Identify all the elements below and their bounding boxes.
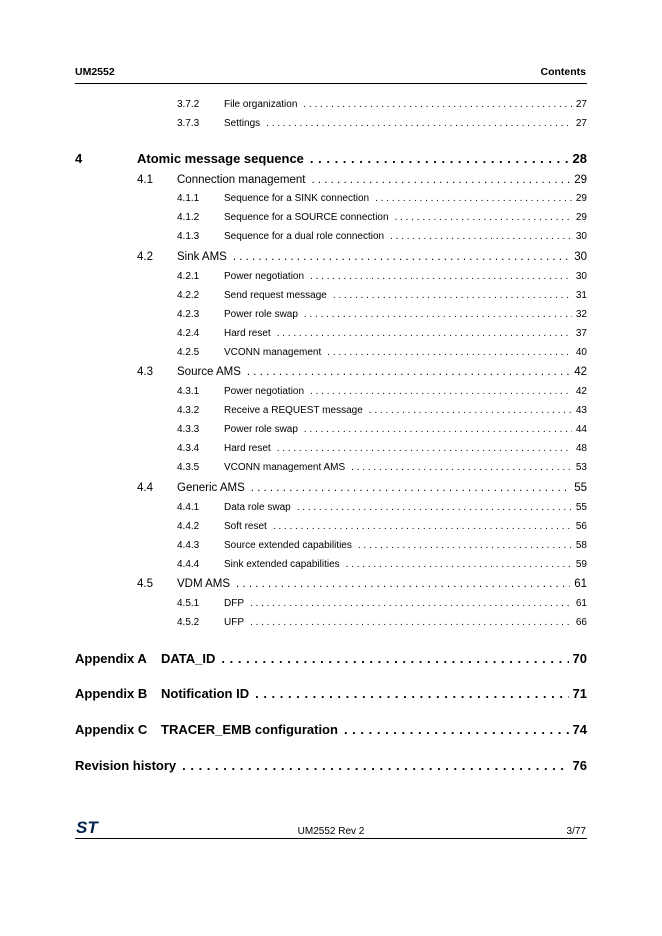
toc-appendix[interactable]	[0, 686, 587, 704]
toc-entry-page: 76	[572, 758, 587, 773]
toc-entry-number: 3.7.2	[177, 99, 200, 110]
toc-leader-dots	[303, 99, 572, 110]
toc-leader-dots	[233, 251, 570, 263]
toc-entry[interactable]	[0, 347, 587, 363]
toc-entry-number: 4.2.1	[177, 271, 200, 282]
toc-leader-dots	[255, 686, 568, 701]
toc-leader-dots	[310, 271, 572, 282]
toc-section[interactable]	[0, 482, 587, 498]
toc-entry[interactable]	[0, 231, 587, 247]
toc-entry-page: 31	[575, 290, 587, 301]
toc-entry-page: 55	[575, 502, 587, 513]
toc-appendix[interactable]	[0, 722, 587, 740]
toc-section[interactable]	[0, 251, 587, 267]
toc-leader-dots	[333, 290, 572, 301]
toc-entry-title: Data role swap	[224, 502, 291, 513]
toc-entry-title: Notification ID	[161, 686, 250, 701]
toc-entry-title: Connection management	[177, 174, 306, 186]
toc-entry-number: Appendix B	[75, 686, 148, 701]
toc-entry[interactable]	[0, 271, 587, 287]
toc-entry-number: 4.3.2	[177, 405, 200, 416]
toc-entry-page: 29	[574, 174, 587, 186]
toc-entry-number: 4.2.2	[177, 290, 200, 301]
toc-entry-number: 4.2.5	[177, 347, 200, 358]
toc-entry-number: 4.5	[137, 578, 153, 590]
toc-entry-page: 42	[574, 366, 587, 378]
toc-leader-dots	[351, 462, 572, 473]
toc-entry[interactable]	[0, 521, 587, 537]
toc-entry-title: Sink extended capabilities	[224, 559, 340, 570]
toc-entry[interactable]	[0, 290, 587, 306]
toc-section[interactable]	[0, 366, 587, 382]
toc-entry-number: 4.2.3	[177, 309, 200, 320]
toc-entry-title: Atomic message sequence	[137, 151, 304, 166]
toc-entry-title: Revision history	[75, 758, 177, 773]
toc-entry-title: Receive a REQUEST message	[224, 405, 363, 416]
toc-entry-title: Settings	[224, 118, 261, 129]
toc-entry[interactable]	[0, 462, 587, 478]
toc-entry[interactable]	[0, 405, 587, 421]
toc-appendix[interactable]	[0, 651, 587, 669]
toc-entry[interactable]	[0, 559, 587, 575]
toc-entry-number: 3.7.3	[177, 118, 200, 129]
toc-entry-page: 61	[575, 598, 587, 609]
toc-entry-title: Generic AMS	[177, 482, 245, 494]
toc-entry-page: 56	[575, 521, 587, 532]
footer-rule	[75, 838, 587, 839]
toc-leader-dots	[344, 722, 569, 737]
toc-entry-number: 4.3.4	[177, 443, 200, 454]
toc-entry-page: 58	[575, 540, 587, 551]
toc-entry-title: Soft reset	[224, 521, 267, 532]
toc-entry[interactable]	[0, 212, 587, 228]
toc-entry-number: 4.2	[137, 251, 153, 263]
toc-entry-page: 74	[572, 722, 587, 737]
toc-entry-number: 4.5.2	[177, 617, 200, 628]
toc-entry-title: DFP	[224, 598, 244, 609]
toc-leader-dots	[304, 424, 572, 435]
toc-leader-dots	[327, 347, 572, 358]
toc-revision-history[interactable]	[0, 758, 587, 776]
toc-entry-title: Power negotiation	[224, 271, 305, 282]
toc-entry-number: 4.4.1	[177, 502, 200, 513]
toc-entry-page: 27	[575, 99, 587, 110]
toc-entry-page: 29	[575, 212, 587, 223]
toc-entry-title: VCONN management	[224, 347, 322, 358]
toc-leader-dots	[221, 651, 568, 666]
header-doc-id: UM2552	[75, 66, 115, 78]
toc-entry-number: 4.1.2	[177, 212, 200, 223]
toc-entry-page: 66	[575, 617, 587, 628]
toc-entry-page: 59	[575, 559, 587, 570]
header-rule	[75, 83, 587, 84]
toc-leader-dots	[390, 231, 572, 242]
toc-leader-dots	[236, 578, 570, 590]
toc-entry-title: Hard reset	[224, 443, 271, 454]
toc-leader-dots	[251, 482, 570, 494]
toc-leader-dots	[273, 521, 572, 532]
toc-entry[interactable]	[0, 598, 587, 614]
toc-entry-number: 4.4.4	[177, 559, 200, 570]
toc-entry-page: 28	[572, 151, 587, 166]
toc-entry-page: 42	[575, 386, 587, 397]
toc-entry-number: 4	[75, 151, 83, 166]
toc-leader-dots	[247, 366, 570, 378]
toc-entry-page: 40	[575, 347, 587, 358]
toc-leader-dots	[346, 559, 572, 570]
toc-leader-dots	[358, 540, 572, 551]
header-section-title: Contents	[540, 66, 586, 78]
toc-entry-page: 48	[575, 443, 587, 454]
toc-entry-title: Sequence for a dual role connection	[224, 231, 385, 242]
toc-leader-dots	[277, 328, 572, 339]
toc-entry-page: 30	[575, 271, 587, 282]
toc-entry-page: 32	[575, 309, 587, 320]
toc-entry[interactable]	[0, 424, 587, 440]
toc-entry-page: 44	[575, 424, 587, 435]
toc-leader-dots	[304, 309, 572, 320]
toc-entry-page: 43	[575, 405, 587, 416]
toc-leader-dots	[375, 193, 572, 204]
toc-entry-title: VCONN management AMS	[224, 462, 346, 473]
toc-entry-page: 29	[575, 193, 587, 204]
toc-leader-dots	[310, 386, 572, 397]
toc-entry-number: 4.5.1	[177, 598, 200, 609]
toc-entry-title: Power role swap	[224, 309, 298, 320]
toc-entry-title: File organization	[224, 99, 298, 110]
toc-leader-dots	[312, 174, 571, 186]
toc-entry-number: 4.2.4	[177, 328, 200, 339]
toc-leader-dots	[395, 212, 572, 223]
toc-entry[interactable]	[0, 617, 587, 633]
st-logo-text: ST	[76, 818, 98, 836]
toc-entry-number: 4.4	[137, 482, 153, 494]
toc-entry-title: UFP	[224, 617, 244, 628]
toc-entry-page: 27	[575, 118, 587, 129]
toc-leader-dots	[297, 502, 572, 513]
toc-entry-title: Sequence for a SINK connection	[224, 193, 370, 204]
toc-entry[interactable]	[0, 118, 587, 134]
toc-section[interactable]	[0, 174, 587, 190]
toc-entry[interactable]	[0, 309, 587, 325]
toc-leader-dots	[250, 598, 572, 609]
toc-leader-dots	[250, 617, 572, 628]
toc-entry-title: TRACER_EMB configuration	[161, 722, 338, 737]
toc-section[interactable]	[0, 578, 587, 594]
toc-entry-title: VDM AMS	[177, 578, 231, 590]
toc-leader-dots	[310, 151, 569, 166]
toc-entry-title: Sequence for a SOURCE connection	[224, 212, 389, 223]
toc-entry[interactable]	[0, 99, 587, 115]
toc-entry-number: 4.3.1	[177, 386, 200, 397]
toc-entry-title: Power negotiation	[224, 386, 305, 397]
toc-entry-number: 4.3.5	[177, 462, 200, 473]
toc-leader-dots	[182, 758, 568, 773]
toc-entry-title: Send request message	[224, 290, 327, 301]
toc-entry-number: 4.1.3	[177, 231, 200, 242]
toc-entry-page: 30	[575, 231, 587, 242]
toc-entry-title: Hard reset	[224, 328, 271, 339]
toc-entry[interactable]	[0, 328, 587, 344]
toc-entry-number: Appendix A	[75, 651, 147, 666]
toc-leader-dots	[369, 405, 572, 416]
toc-leader-dots	[266, 118, 572, 129]
footer-doc-revision: UM2552 Rev 2	[297, 826, 365, 837]
toc-entry-number: 4.3	[137, 366, 153, 378]
toc-entry-page: 61	[574, 578, 587, 590]
footer-page-number: 3/77	[566, 826, 586, 837]
toc-entry[interactable]	[0, 540, 587, 556]
toc-chapter[interactable]	[0, 151, 587, 169]
toc-entry[interactable]	[0, 386, 587, 402]
toc-entry-page: 53	[575, 462, 587, 473]
toc-entry[interactable]	[0, 193, 587, 209]
toc-entry-number: Appendix C	[75, 722, 148, 737]
toc-entry-page: 70	[572, 651, 587, 666]
toc-entry-number: 4.4.3	[177, 540, 200, 551]
toc-entry-title: DATA_ID	[161, 651, 216, 666]
toc-entry[interactable]	[0, 443, 587, 459]
toc-entry-page: 71	[572, 686, 587, 701]
toc-entry[interactable]	[0, 502, 587, 518]
toc-entry-title: Source extended capabilities	[224, 540, 352, 551]
toc-entry-number: 4.3.3	[177, 424, 200, 435]
toc-entry-page: 37	[575, 328, 587, 339]
toc-entry-title: Power role swap	[224, 424, 298, 435]
toc-entry-title: Sink AMS	[177, 251, 227, 263]
toc-entry-page: 30	[574, 251, 587, 263]
toc-entry-number: 4.4.2	[177, 521, 200, 532]
toc-entry-number: 4.1	[137, 174, 153, 186]
toc-leader-dots	[277, 443, 572, 454]
toc-entry-page: 55	[574, 482, 587, 494]
toc-entry-title: Source AMS	[177, 366, 241, 378]
toc-entry-number: 4.1.1	[177, 193, 200, 204]
